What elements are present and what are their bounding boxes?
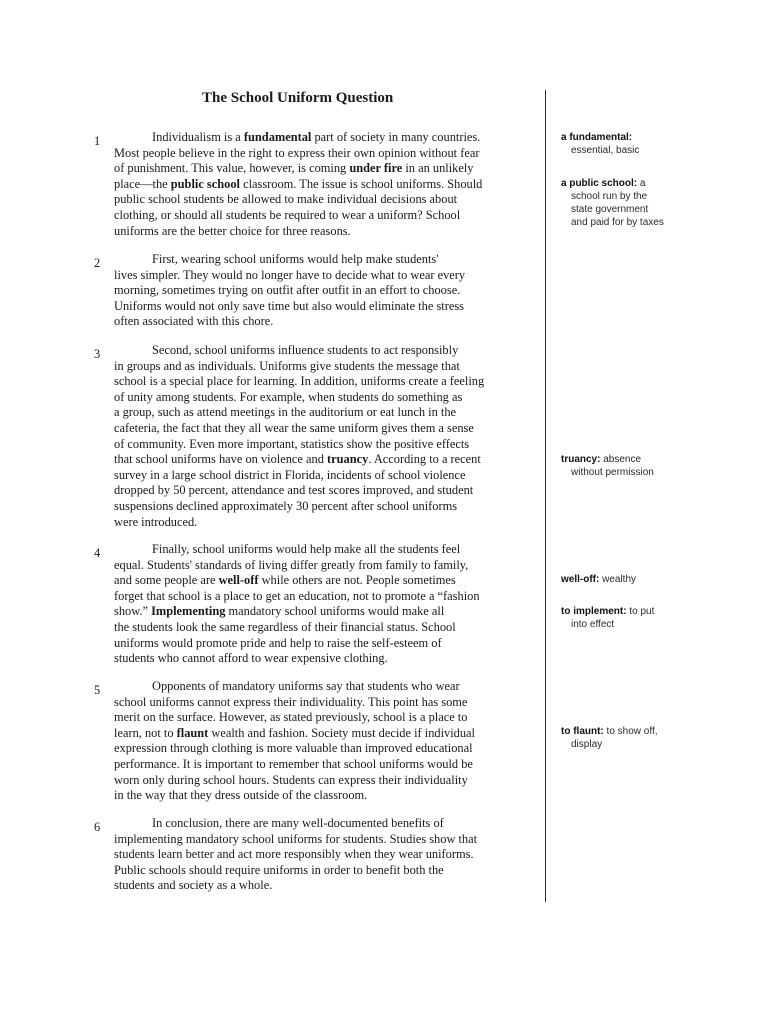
paragraph-line: often associated with this chore. — [114, 314, 274, 329]
gloss-entry: a public school: a — [561, 178, 646, 189]
key-term: well-off — [218, 573, 259, 588]
paragraph-number: 5 — [94, 683, 101, 697]
paragraph-line: students and society as a whole. — [114, 878, 273, 893]
gloss-term: to implement: — [561, 606, 627, 617]
paragraph-line: learn, not to flaunt wealth and fashion. Society must decide if individual — [114, 725, 475, 740]
paragraph-line: Most people believe in the right to express their own opinion without fear — [114, 145, 480, 160]
gloss-definition: without permission — [571, 467, 654, 478]
margin-divider — [545, 90, 546, 902]
paragraph-line: uniforms are the better choice for three reasons. — [114, 223, 351, 238]
paragraph-line: school uniforms cannot express their individuality. This point has some — [114, 694, 468, 709]
gloss-definition: essential, basic — [571, 145, 640, 156]
gloss-entry: to implement: to put — [561, 606, 655, 617]
paragraph-line: survey in a large school district in Florida, incidents of school violence — [114, 467, 466, 482]
paragraph-4 — [114, 542, 542, 667]
gloss-term: well-off: — [561, 574, 600, 585]
paragraph-line: Second, school uniforms influence students to act responsibly — [152, 343, 459, 357]
paragraph-number: 6 — [94, 820, 101, 834]
paragraph-line: merit on the surface. However, as stated previously, school is a place to — [114, 710, 468, 725]
gloss-entry: to flaunt: to show off, — [561, 726, 658, 737]
paragraph-line: equal. Students' standards of living differ greatly from family to family, — [114, 557, 469, 572]
paragraph-line: forget that school is a place to get an education, not to promote a “fashion — [114, 588, 480, 603]
key-term: under fire — [349, 161, 403, 176]
gloss-fundamental — [561, 131, 761, 157]
paragraph-line: Uniforms would not only save time but also would eliminate the stress — [114, 298, 464, 313]
gloss-definition: and paid for by taxes — [571, 217, 664, 228]
key-term: flaunt — [176, 725, 209, 740]
paragraph-line: First, wearing school uniforms would help make students' — [152, 252, 439, 266]
paragraph-line: expression through clothing is more valuable than improved educational — [114, 741, 473, 756]
gloss-term: a public school: — [561, 178, 638, 189]
gloss-public-school — [561, 177, 761, 229]
paragraph-line: morning, sometimes trying on outfit after outfit in an effort to choose. — [114, 283, 461, 298]
paragraph-line: and some people are well-off while others are not. People sometimes — [114, 573, 456, 588]
paragraph-line: students who cannot afford to wear expensive clothing. — [114, 651, 388, 666]
key-term: Implementing — [151, 604, 226, 619]
paragraph-line: lives simpler. They would no longer have to decide what to wear every — [114, 267, 466, 282]
paragraph-line: students learn better and act more responsibly when they wear uniforms. — [114, 847, 474, 862]
paragraph-line: a group, such as attend meetings in the auditorium or eat lunch in the — [114, 405, 457, 420]
page-title: The School Uniform Question — [202, 90, 394, 106]
gloss-implement — [561, 605, 761, 631]
gloss-flaunt — [561, 725, 761, 751]
paragraph-line: implementing mandatory school uniforms for students. Studies show that — [114, 831, 478, 846]
gloss-well-off — [561, 573, 761, 586]
paragraph-line: clothing, or should all students be required to wear a uniform? School — [114, 207, 461, 222]
paragraph-line: Opponents of mandatory uniforms say that students who wear — [152, 679, 460, 693]
paragraph-line: of unity among students. For example, when students do something as — [114, 389, 463, 404]
gloss-definition: into effect — [571, 619, 615, 630]
paragraph-line: performance. It is important to remember that school uniforms would be — [114, 756, 473, 771]
gloss-term: a fundamental: — [561, 132, 633, 143]
paragraph-1 — [114, 130, 542, 239]
paragraph-line: in groups and as individuals. Uniforms give students the message that — [114, 358, 460, 373]
paragraph-line: public school students be allowed to make individual decisions about — [114, 192, 458, 207]
paragraph-line: uniforms would promote pride and help to raise the self-esteem of — [114, 635, 442, 650]
paragraph-line: in the way that they dress outside of the classroom. — [114, 788, 368, 803]
paragraph-line: Public schools should require uniforms in order to benefit both the — [114, 862, 444, 877]
paragraph-line: of punishment. This value, however, is coming under fire in an unlikely — [114, 161, 474, 176]
gloss-entry: truancy: absence — [561, 454, 642, 465]
paragraph-line: worn only during school hours. Students can express their individuality — [114, 772, 468, 787]
paragraph-5 — [114, 679, 542, 804]
paragraph-3 — [114, 343, 542, 530]
key-term: fundamental — [243, 130, 312, 144]
gloss-term: truancy: — [561, 454, 601, 465]
paragraph-line: school is a special place for learning. In addition, uniforms create a feeling — [114, 374, 485, 389]
gloss-truancy — [561, 453, 761, 479]
gloss-definition: school run by the — [571, 191, 648, 202]
gloss-entry — [561, 131, 761, 144]
paragraph-line: were introduced. — [114, 514, 198, 529]
paragraph-line: the students look the same regardless of their financial status. School — [114, 619, 456, 634]
gloss-definition: state government — [571, 204, 649, 215]
paragraph-line: suspensions declined approximately 30 percent after school uniforms — [114, 498, 458, 513]
paragraph-number: 4 — [94, 546, 101, 560]
paragraph-line: Individualism is a fundamental part of society in many countries. — [152, 130, 481, 144]
paragraph-line: In conclusion, there are many well-documented benefits of — [152, 816, 444, 830]
paragraph-number: 3 — [94, 347, 101, 361]
paragraph-line: place—the public school classroom. The issue is school uniforms. Should — [114, 176, 483, 191]
gloss-definition: display — [571, 739, 603, 750]
paragraph-line: Finally, school uniforms would help make all the students feel — [152, 542, 461, 556]
key-term: public school — [170, 176, 240, 191]
paragraph-line: dropped by 50 percent, attendance and test scores improved, and student — [114, 483, 474, 498]
gloss-term: to flaunt: — [561, 726, 604, 737]
gloss-entry: well-off: wealthy — [561, 574, 637, 585]
paragraph-2 — [114, 252, 542, 330]
paragraph-line: cafeteria, the fact that they all wear the same uniform gives them a sense — [114, 420, 474, 435]
paragraph-line: show.” Implementing mandatory school uniforms would make all — [114, 604, 445, 619]
paragraph-line: that school uniforms have on violence and truancy. According to a recent — [114, 452, 481, 467]
key-term: truancy — [327, 452, 369, 467]
paragraph-number: 2 — [94, 256, 101, 270]
paragraph-number: 1 — [94, 134, 101, 148]
paragraph-6 — [114, 816, 542, 894]
paragraph-line: of community. Even more important, statistics show the positive effects — [114, 436, 470, 451]
